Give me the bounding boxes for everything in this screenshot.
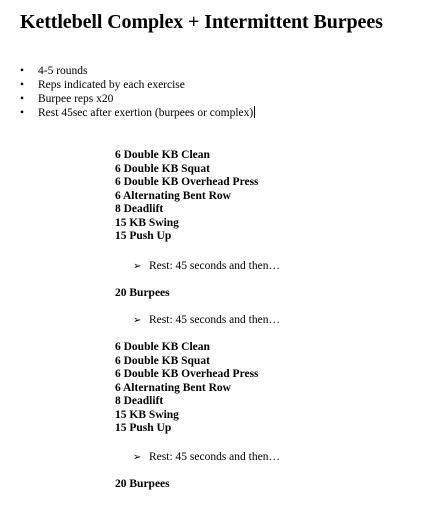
- rest-note-2: [133, 314, 280, 326]
- bullet-icon: •: [20, 107, 25, 119]
- exercise-line: 6 Alternating Bent Row: [115, 381, 231, 394]
- arrow-bullet-icon: ➢: [133, 261, 142, 272]
- list-item-text: Reps indicated by each exercise: [38, 79, 185, 91]
- bullet-icon: •: [20, 79, 25, 91]
- exercise-line: 6 Double KB Clean: [115, 149, 210, 161]
- rest-text: Rest: 45 seconds and then…: [149, 451, 280, 463]
- exercise-line: 6 Alternating Bent Row: [115, 189, 231, 202]
- exercise-line: 15 Push Up: [115, 230, 172, 242]
- text-cursor: [254, 106, 255, 118]
- complex-block-1: [115, 149, 259, 244]
- arrow-bullet-icon: ➢: [133, 315, 142, 326]
- list-item: [20, 106, 255, 120]
- list-item: [20, 92, 255, 106]
- exercise-line: 15 KB Swing: [115, 216, 179, 229]
- list-item-text: 4-5 rounds: [38, 65, 88, 77]
- exercise-line: 8 Deadlift: [115, 203, 164, 215]
- instructions-list: [20, 64, 255, 120]
- exercise-line: 6 Double KB Overhead Press: [115, 368, 259, 380]
- rest-text: Rest: 45 seconds and then…: [149, 314, 280, 326]
- exercise-line: 6 Double KB Clean: [115, 341, 210, 353]
- burpees-line-2: 20 Burpees: [115, 478, 170, 490]
- exercise-line: 8 Deadlift: [115, 395, 164, 407]
- exercise-line: 6 Double KB Squat: [115, 354, 210, 367]
- list-item: [20, 78, 255, 92]
- exercise-line: 15 Push Up: [115, 422, 172, 434]
- rest-note-1: [133, 260, 280, 272]
- rest-text: Rest: 45 seconds and then…: [149, 260, 280, 272]
- list-item: [20, 64, 255, 78]
- burpees-line-1: 20 Burpees: [115, 287, 170, 299]
- list-item-text: Burpee reps x20: [38, 93, 114, 105]
- exercise-line: 15 KB Swing: [115, 408, 179, 421]
- bullet-icon: •: [20, 65, 25, 77]
- rest-note-3: [133, 451, 280, 463]
- list-item-text: Rest 45sec after exertion (burpees or complex): [38, 107, 254, 119]
- arrow-bullet-icon: ➢: [133, 452, 142, 463]
- exercise-line: 6 Double KB Overhead Press: [115, 176, 259, 188]
- bullet-icon: •: [20, 93, 25, 105]
- complex-block-2: [115, 341, 259, 436]
- document-title: Kettlebell Complex + Intermittent Burpees: [20, 11, 383, 33]
- exercise-line: 6 Double KB Squat: [115, 162, 210, 175]
